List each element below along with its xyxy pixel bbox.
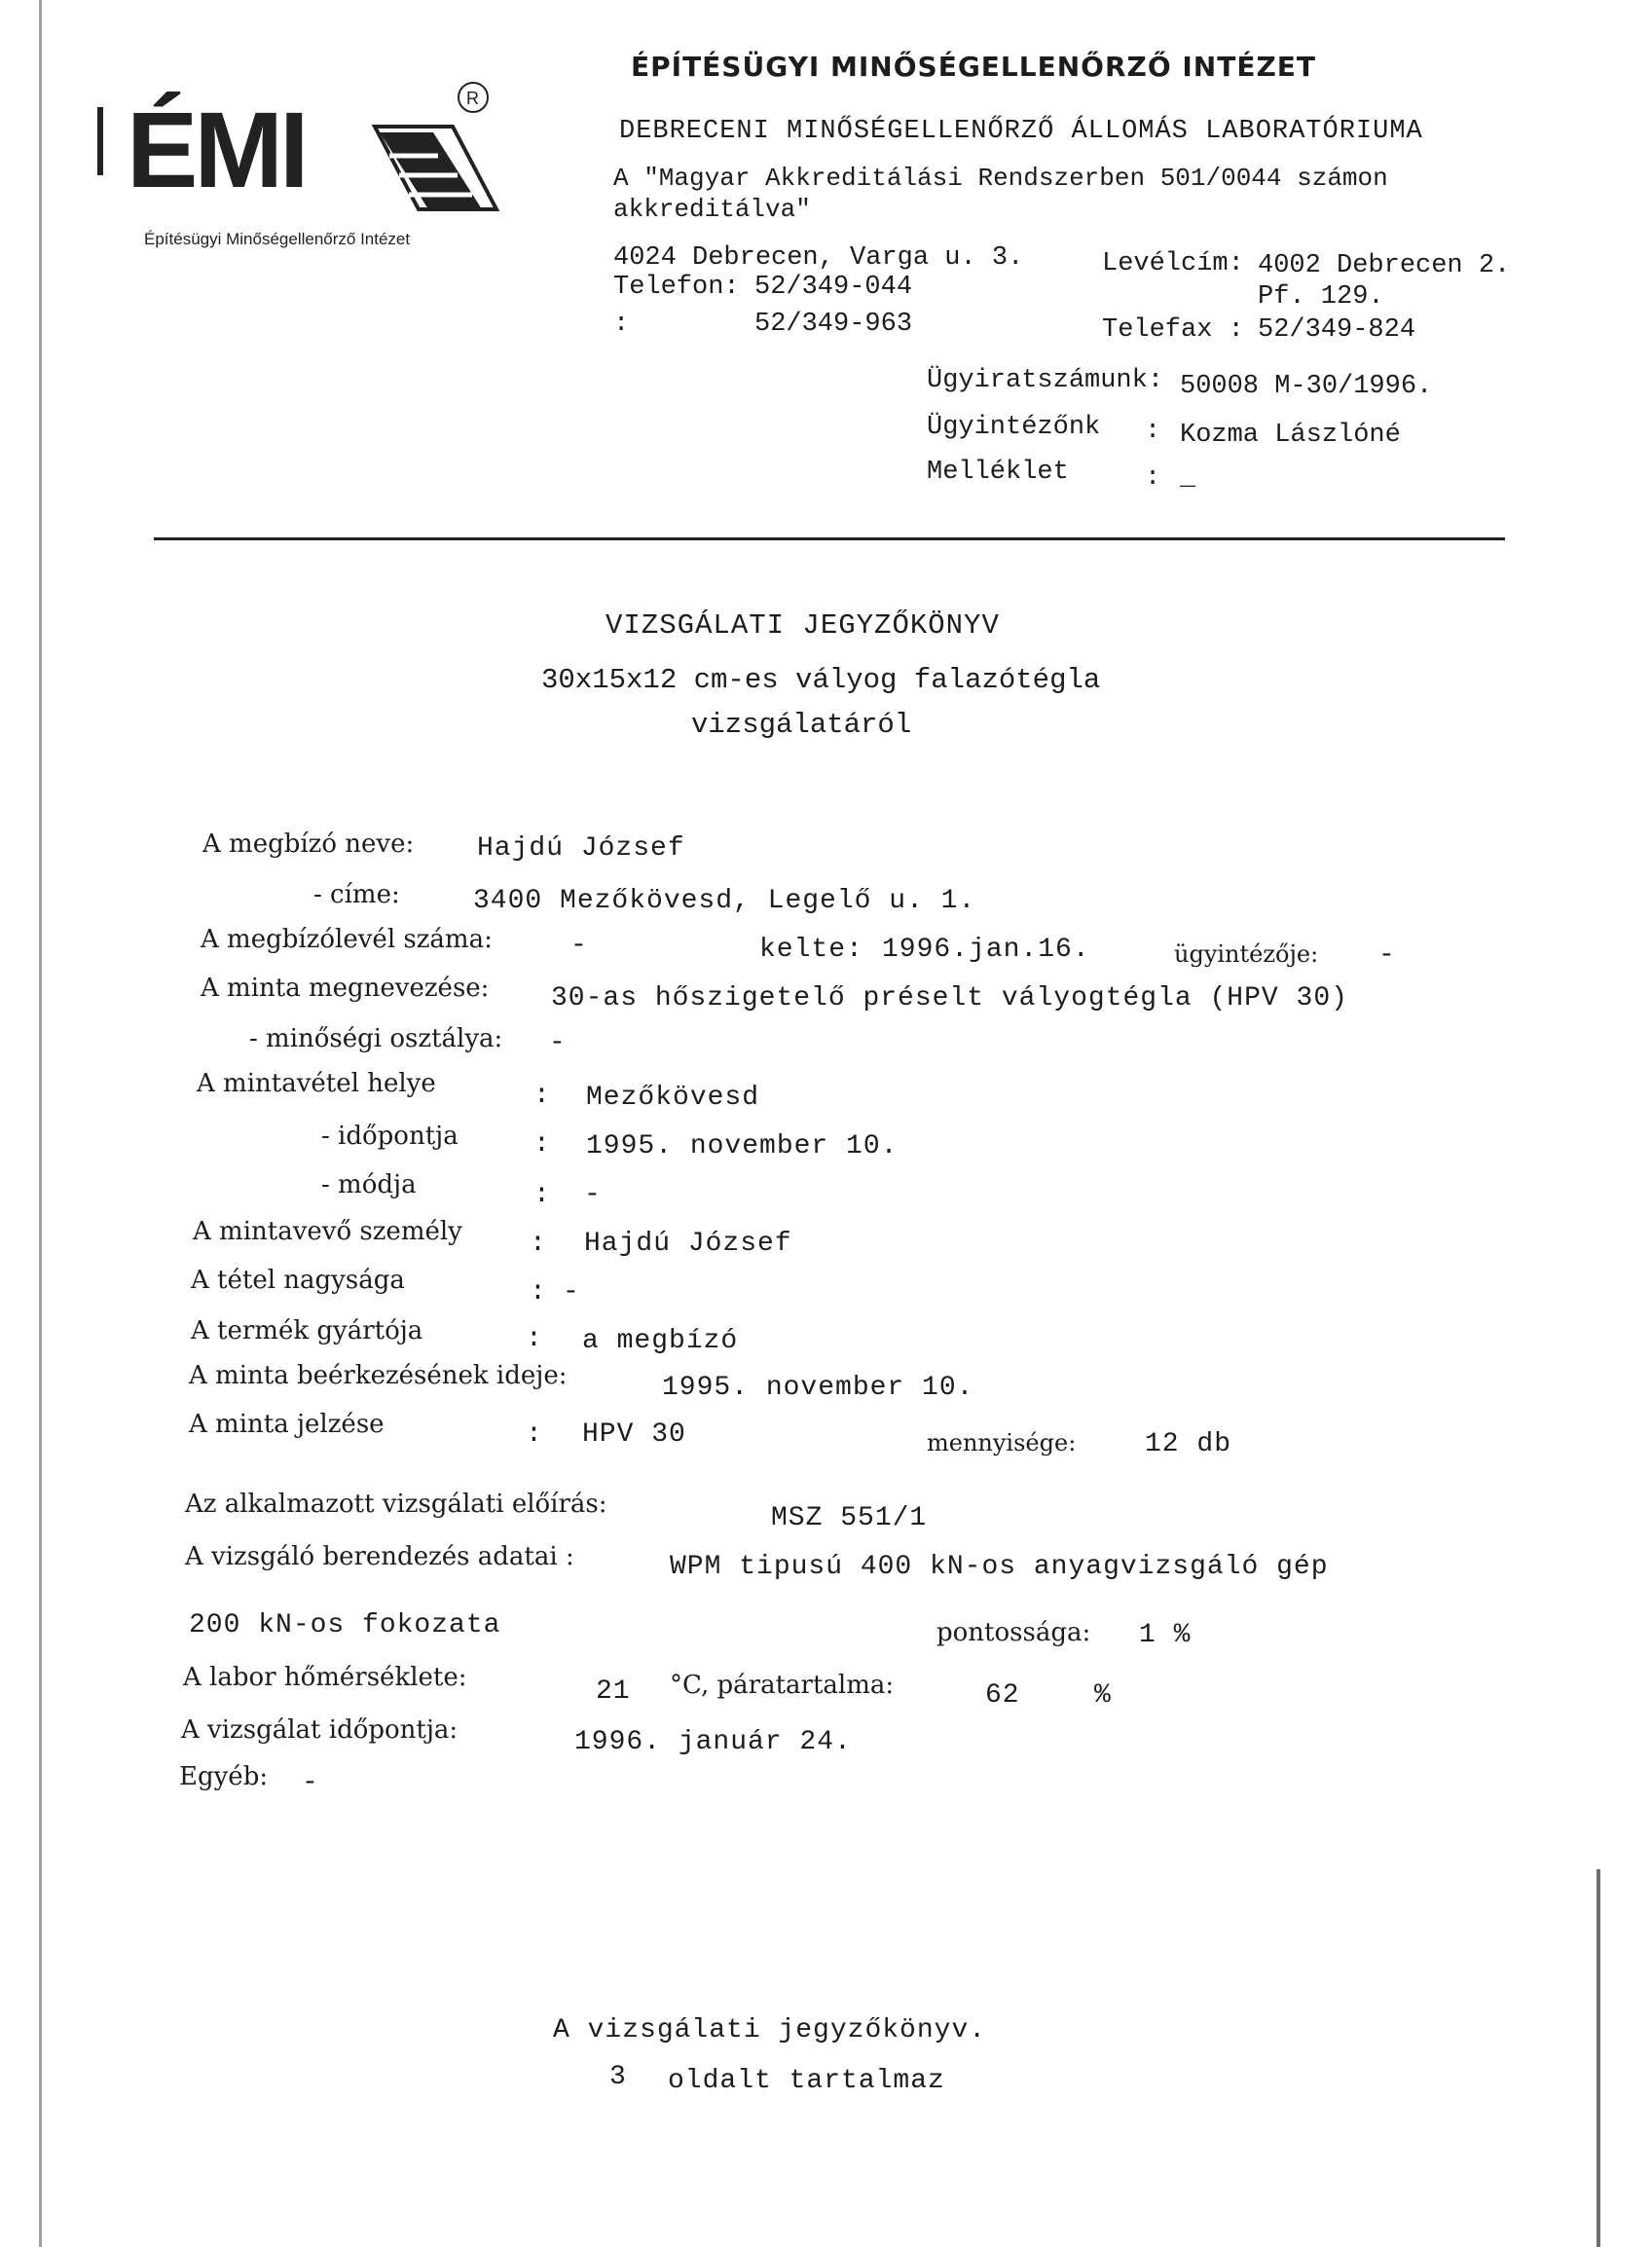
sampler-label: A mintavevő személy [193, 1217, 462, 1246]
order-date: 1996.jan.16. [882, 935, 1090, 965]
fax-number: 52/349-824 [1258, 315, 1416, 345]
equipment-label: A vizsgáló berendezés adatai : [185, 1542, 574, 1571]
sampling-time-colon: : [533, 1129, 551, 1160]
accuracy: 1 % [1139, 1620, 1192, 1650]
standard-label: Az alkalmazott vizsgálati előírás: [185, 1490, 607, 1519]
document-subtitle-1: 30x15x12 cm-es vályog falazótégla [541, 664, 1101, 696]
sample-name-label: A minta megnevezése: [201, 974, 490, 1003]
sampling-method-label: - módja [321, 1170, 417, 1199]
document-title: VIZSGÁLATI JEGYZŐKÖNYV [606, 609, 1000, 642]
equipment: WPM tipusú 400 kN-os anyagvizsgáló gép [670, 1552, 1329, 1582]
ref-value: 50008 M-30/1996. [1180, 372, 1433, 401]
phone-2: 52/349-963 [754, 310, 913, 339]
manufacturer: a megbízó [582, 1326, 739, 1356]
svg-text:R: R [466, 89, 479, 108]
temperature-unit: °C, páratartalma: [670, 1671, 895, 1700]
scan-edge-right [1597, 1869, 1600, 2247]
phone-2-prefix: : [613, 310, 630, 339]
quantity: 12 db [1145, 1429, 1232, 1459]
sampling-place-colon: : [533, 1081, 551, 1111]
sampler-colon: : [530, 1229, 547, 1259]
client-name-label: A megbízó neve: [202, 829, 415, 859]
arrival-label: A minta beérkezésének ideje: [189, 1361, 568, 1390]
marking-label: A minta jelzése [189, 1410, 385, 1439]
sampling-time-label: - időpontja [321, 1122, 459, 1151]
institute-name: ÉPÍTÉSÜGYI MINŐSÉGELLENŐRZŐ INTÉZET [631, 51, 1316, 83]
mail-line1: 4002 Debrecen 2. [1258, 251, 1511, 280]
phone-label: Telefon: [613, 273, 740, 302]
equipment-continued: 200 kN-os fokozata [189, 1610, 501, 1640]
mail-line2: Pf. 129. [1258, 282, 1384, 312]
lot-size-label: A tétel nagysága [191, 1266, 405, 1295]
sampling-method-colon: : [533, 1180, 551, 1210]
temperature: 21 [596, 1676, 631, 1707]
lot-size: - [563, 1277, 580, 1308]
attachment-label: Melléklet [927, 458, 1069, 487]
phone-1: 52/349-044 [754, 273, 913, 302]
accreditation-line2: akkreditálva" [613, 195, 811, 224]
order-date-label: kelte: [759, 935, 863, 965]
standard: MSZ 551/1 [771, 1503, 928, 1533]
handler-value: Kozma Lászlóné [1180, 421, 1401, 450]
accuracy-label: pontossága: [936, 1618, 1091, 1647]
attachment-value: _ [1180, 463, 1196, 493]
quantity-label: mennyisége: [927, 1429, 1077, 1456]
scan-edge-left [39, 0, 42, 2247]
lab-name: DEBRECENI MINŐSÉGELLENŐRZŐ ÁLLOMÁS LABORATÓRIUMA [619, 117, 1423, 146]
other-label: Egyéb: [179, 1762, 269, 1791]
order-number: - [570, 931, 588, 961]
footer-pages: 3 [609, 2062, 627, 2092]
attachment-colon: : [1145, 463, 1161, 493]
document-subtitle-2: vizsgálatáról [691, 709, 912, 741]
sample-name: 30-as hőszigetelő préselt vályogtégla (HPV 30) [551, 983, 1348, 1013]
arrival: 1995. november 10. [662, 1373, 974, 1403]
marking: HPV 30 [582, 1419, 686, 1450]
order-handler-label: ügyintézője: [1174, 940, 1319, 968]
footer-line1: A vizsgálati jegyzőkönyv. [553, 2015, 987, 2045]
order-handler: - [1378, 940, 1396, 971]
ref-label: Ügyiratszámunk: [927, 366, 1164, 395]
mail-label: Levélcím: [1102, 249, 1244, 278]
client-name: Hajdú József [477, 833, 685, 864]
logo-letters: ÉMI [127, 91, 306, 210]
client-address: 3400 Mezőkövesd, Legelő u. 1. [473, 886, 976, 916]
manufacturer-label: A termék gyártója [191, 1316, 423, 1345]
humidity-unit: % [1094, 1680, 1112, 1711]
quality-class: - [549, 1028, 567, 1058]
header-divider [154, 537, 1505, 540]
handler-colon: : [1145, 417, 1161, 446]
logo-subtitle: Építésügyi Minőségellenőrző Intézet [144, 230, 411, 248]
accreditation-line1: A "Magyar Akkreditálási Rendszerben 501/0044 számon [613, 164, 1388, 193]
client-address-label: - címe: [313, 880, 400, 909]
manufacturer-colon: : [526, 1324, 543, 1354]
lot-size-colon: : [530, 1277, 547, 1308]
sampling-place-label: A mintavétel helye [197, 1069, 436, 1098]
test-date: 1996. január 24. [574, 1727, 852, 1757]
fax-label: Telefax : [1102, 315, 1244, 345]
order-number-label: A megbízólevél száma: [201, 925, 493, 954]
other: - [302, 1768, 319, 1798]
temperature-label: A labor hőmérséklete: [183, 1663, 467, 1692]
test-date-label: A vizsgálat időpontja: [181, 1715, 459, 1745]
sampling-place: Mezőkövesd [586, 1083, 760, 1113]
humidity: 62 [985, 1680, 1020, 1711]
footer-line2: oldalt tartalmaz [668, 2066, 945, 2096]
address: 4024 Debrecen, Varga u. 3. [613, 243, 1024, 273]
sampling-time: 1995. november 10. [586, 1131, 899, 1161]
sampling-method: - [584, 1180, 602, 1210]
quality-class-label: - minőségi osztálya: [249, 1024, 503, 1053]
marking-colon: : [526, 1419, 543, 1450]
handler-label: Ügyintézőnk [927, 413, 1101, 442]
sampler: Hajdú József [584, 1229, 792, 1259]
